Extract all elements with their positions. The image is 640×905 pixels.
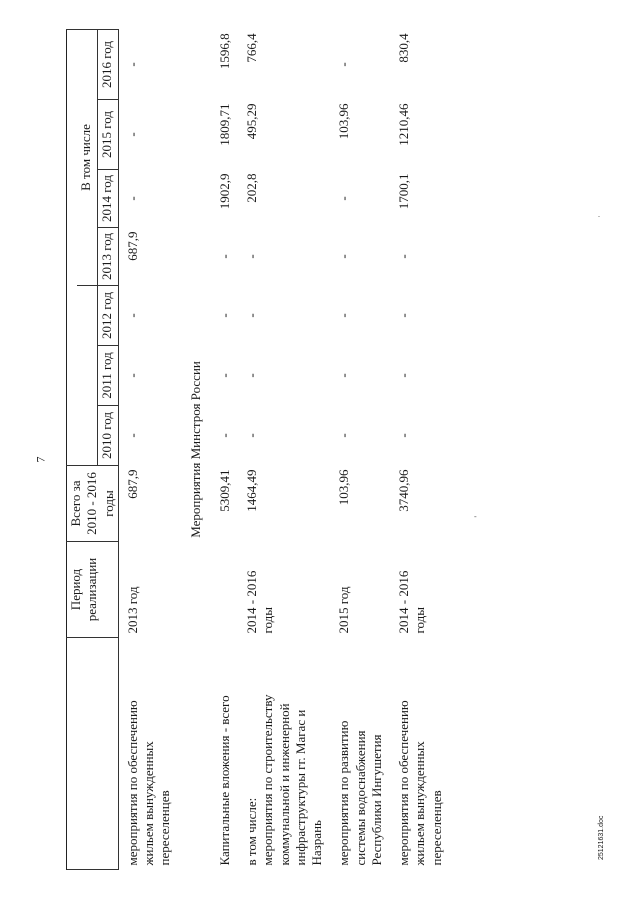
- value-cell: 1809,71: [216, 103, 232, 146]
- row-name: Капитальные вложения - всего: [216, 695, 232, 866]
- header-blank-cell: [77, 286, 97, 466]
- value-cell: -: [124, 62, 140, 67]
- year-header: 2016 год: [97, 29, 118, 99]
- table-row: [393, 29, 453, 869]
- value-cell: -: [244, 313, 259, 318]
- value-cell: 766,4: [244, 33, 259, 63]
- section-row: [182, 29, 214, 869]
- document-footer: 25121631.doc: [598, 815, 605, 860]
- value-cell: 103,96: [336, 103, 352, 140]
- value-cell: -: [336, 373, 352, 378]
- row-total: 3740,96: [396, 469, 411, 512]
- value-cell: -: [124, 433, 140, 438]
- value-cell: 1902,9: [216, 173, 232, 210]
- row-period: 2015 год: [336, 586, 352, 634]
- value-cell: -: [244, 373, 259, 378]
- value-cell: 687,9: [124, 231, 140, 261]
- value-cell: -: [216, 373, 232, 378]
- value-cell: -: [396, 254, 411, 259]
- value-cell: -: [336, 433, 352, 438]
- year-header: 2011 год: [97, 346, 118, 406]
- value-cell: 495,29: [244, 103, 259, 140]
- value-cell: 1700,1: [396, 173, 411, 210]
- value-cell: 202,8: [244, 173, 259, 203]
- period-header: Период реализации: [67, 542, 119, 638]
- header-row-top: [67, 29, 78, 869]
- value-cell: -: [244, 433, 259, 438]
- scan-speck: -: [474, 512, 477, 521]
- scan-speck: .: [598, 210, 600, 219]
- row-total: 103,96: [336, 469, 352, 506]
- value-cell: -: [336, 62, 352, 67]
- row-total: 687,9: [124, 469, 140, 499]
- value-cell: 1210,46: [396, 103, 411, 146]
- year-header: 2013 год: [97, 228, 118, 286]
- row-total: 5309,41: [216, 469, 232, 512]
- row-period: 2014 - 2016 годы: [396, 570, 428, 634]
- value-cell: -: [124, 313, 140, 318]
- value-cell: -: [396, 373, 411, 378]
- row-total: 1464,49: [244, 469, 259, 512]
- row-name: в том числе: мероприятия по строительству коммунальной и инженерной инфраструктуры гг. Магас и Назрань: [244, 694, 324, 866]
- year-header: 2012 год: [97, 286, 118, 346]
- value-cell: 830,4: [396, 33, 411, 63]
- budget-table: [66, 29, 453, 870]
- row-period: 2014 - 2016 годы: [244, 570, 276, 634]
- table-row: [118, 29, 181, 869]
- year-header: 2010 год: [97, 406, 118, 466]
- total-header: Всего за 2010 - 2016 годы: [67, 466, 119, 542]
- value-cell: 1596,8: [216, 33, 232, 70]
- value-cell: -: [336, 196, 352, 201]
- year-header: 2014 год: [97, 170, 118, 228]
- value-cell: -: [124, 196, 140, 201]
- section-title: Мероприятия Минстроя России: [187, 361, 203, 538]
- row-period: 2013 год: [124, 586, 140, 634]
- value-cell: -: [124, 132, 140, 137]
- value-cell: -: [216, 313, 232, 318]
- value-cell: -: [396, 313, 411, 318]
- value-cell: -: [336, 254, 352, 259]
- row-name: мероприятия по развитию системы водоснабжения Республики Ингушетия: [336, 720, 384, 866]
- name-header: [67, 638, 119, 870]
- header-spacer: [67, 29, 78, 465]
- value-cell: -: [396, 433, 411, 438]
- rotated-page-content: [66, 30, 566, 870]
- page-number: 7: [33, 456, 48, 463]
- value-cell: -: [124, 373, 140, 378]
- year-header: 2015 год: [97, 100, 118, 170]
- value-cell: -: [216, 254, 232, 259]
- value-cell: -: [216, 433, 232, 438]
- value-cell: -: [336, 313, 352, 318]
- row-name: мероприятия по обеспечению жильем вынужденных переселенцев: [124, 700, 173, 866]
- row-name: мероприятия по обеспечению жильем вынужденных переселенцев: [396, 700, 444, 866]
- table-row: [241, 29, 333, 869]
- including-header: В том числе: [77, 29, 97, 285]
- table-row: [214, 29, 241, 869]
- row-period: [214, 542, 241, 638]
- value-cell: -: [244, 254, 259, 259]
- table-row: [333, 29, 393, 869]
